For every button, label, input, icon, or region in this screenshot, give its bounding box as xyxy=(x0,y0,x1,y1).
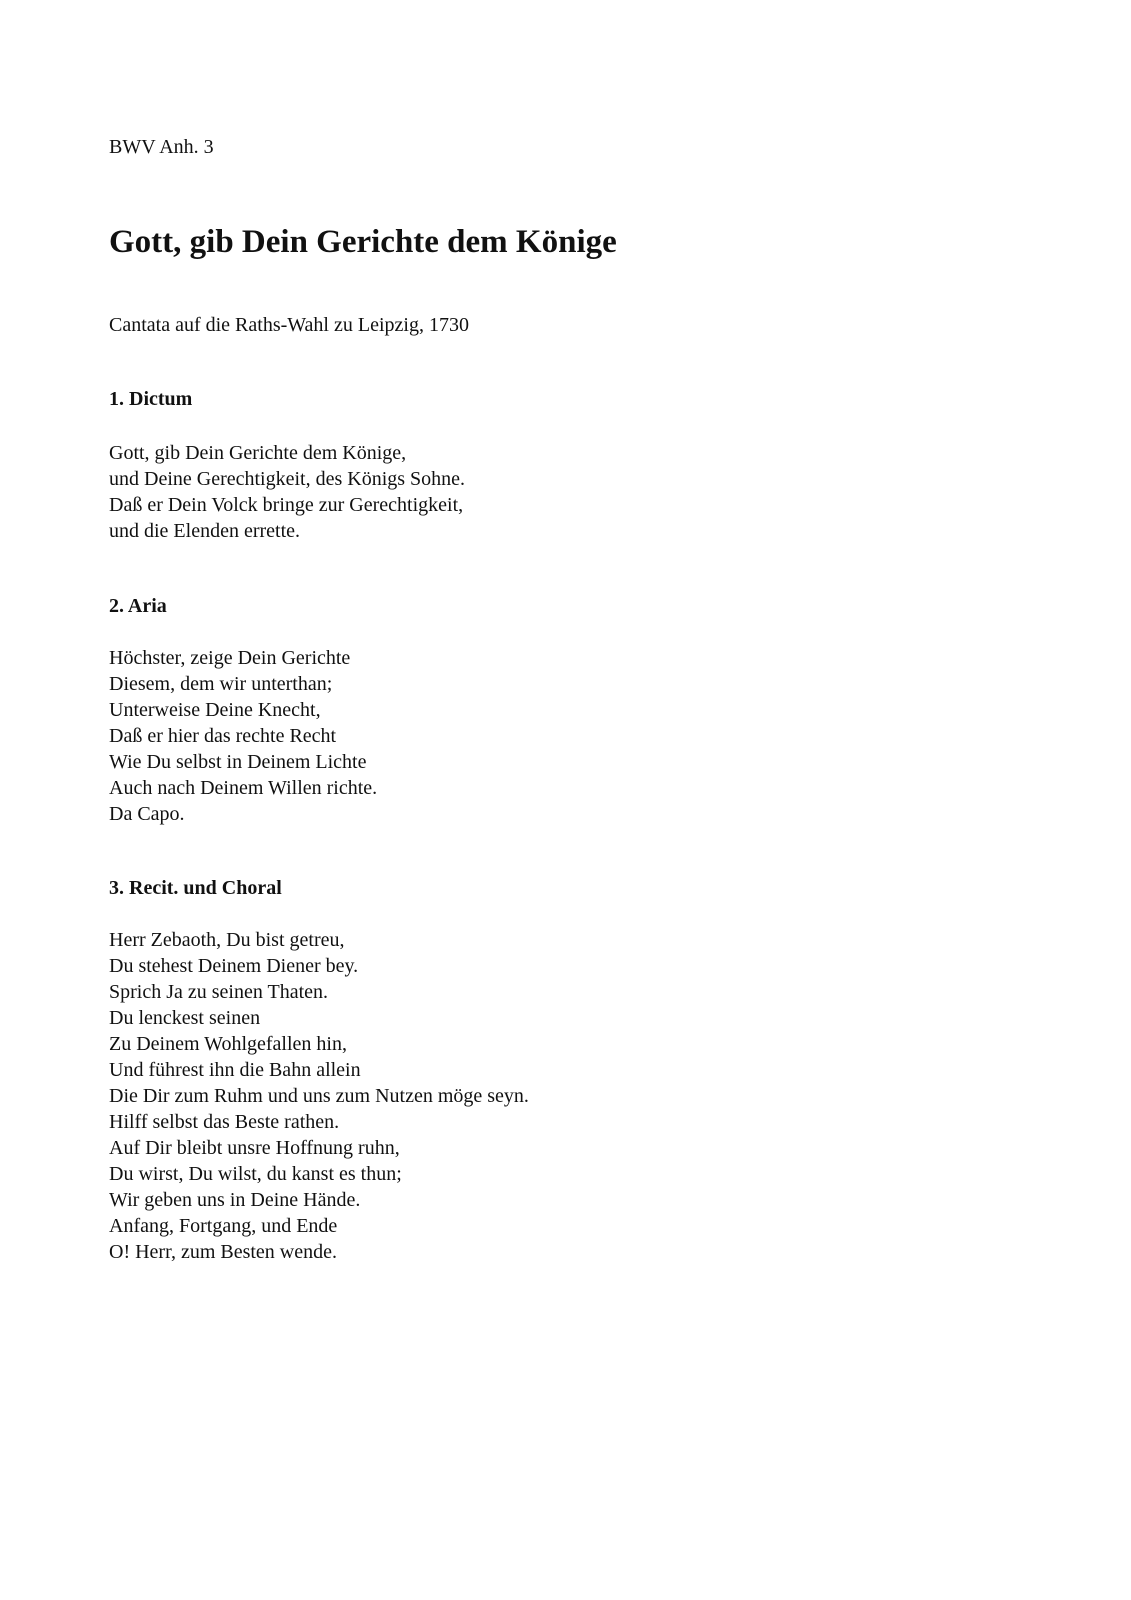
verse-line: Wir geben uns in Deine Hände. xyxy=(109,1189,361,1211)
verse-line: Diesem, dem wir unterthan; xyxy=(109,673,333,695)
verse-line: Wie Du selbst in Deinem Lichte xyxy=(109,751,367,773)
movement-heading-3: 3. Recit. und Choral xyxy=(109,877,282,899)
page-title: Gott, gib Dein Gerichte dem Könige xyxy=(109,224,617,260)
movement-text-1 xyxy=(109,440,465,544)
verse-line: Du wirst, Du wilst, du kanst es thun; xyxy=(109,1163,402,1185)
verse-line: Die Dir zum Ruhm und uns zum Nutzen möge seyn. xyxy=(109,1085,529,1107)
movement-heading-1: 1. Dictum xyxy=(109,388,193,410)
verse-line: Höchster, zeige Dein Gerichte xyxy=(109,647,351,669)
subtitle: Cantata auf die Raths-Wahl zu Leipzig, 1730 xyxy=(109,314,469,336)
movement-text-2 xyxy=(109,645,377,827)
verse-line: Und führest ihn die Bahn allein xyxy=(109,1059,361,1081)
verse-line: Gott, gib Dein Gerichte dem Könige, xyxy=(109,442,407,464)
verse-line: Unterweise Deine Knecht, xyxy=(109,699,321,721)
verse-line: Auf Dir bleibt unsre Hoffnung ruhn, xyxy=(109,1137,400,1159)
movement-heading-2: 2. Aria xyxy=(109,595,167,617)
verse-line: Herr Zebaoth, Du bist getreu, xyxy=(109,929,345,951)
verse-line: Du lenckest seinen xyxy=(109,1007,261,1029)
verse-line: Sprich Ja zu seinen Thaten. xyxy=(109,981,329,1003)
verse-line: Daß er Dein Volck bringe zur Gerechtigkeit, xyxy=(109,494,464,516)
verse-line: Hilff selbst das Beste rathen. xyxy=(109,1111,340,1133)
verse-line: O! Herr, zum Besten wende. xyxy=(109,1241,338,1263)
verse-line: Anfang, Fortgang, und Ende xyxy=(109,1215,338,1237)
verse-line: Du stehest Deinem Diener bey. xyxy=(109,955,359,977)
verse-line: Da Capo. xyxy=(109,803,185,825)
verse-line: Daß er hier das rechte Recht xyxy=(109,725,337,747)
catalog-number: BWV Anh. 3 xyxy=(109,136,214,158)
verse-line: Auch nach Deinem Willen richte. xyxy=(109,777,378,799)
verse-line: und Deine Gerechtigkeit, des Königs Sohne. xyxy=(109,468,466,490)
verse-line: und die Elenden errette. xyxy=(109,520,301,542)
movement-text-3 xyxy=(109,927,529,1265)
verse-line: Zu Deinem Wohlgefallen hin, xyxy=(109,1033,347,1055)
